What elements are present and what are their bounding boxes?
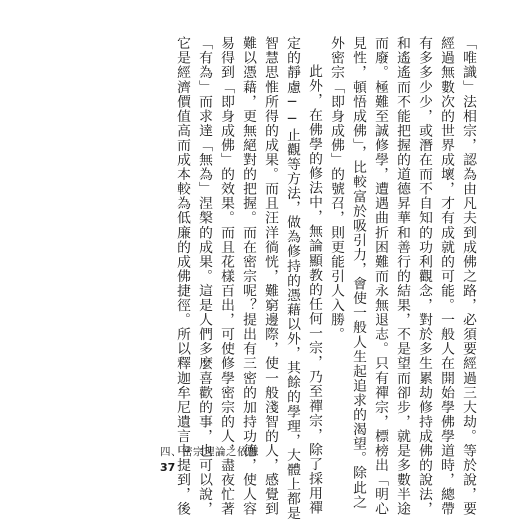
text-column-12: 易得到「即身成佛」的效果。而且花樣百出，可使修學密宗的人，盡夜忙著 — [218, 36, 234, 517]
text-column-5: 而廢。極難至誠修學，遭遇曲折困難而永無退志。只有禪宗，標榜出「明心 — [372, 36, 388, 517]
text-column-9: 定的靜慮──止觀等方法，做為修持的憑藉以外，其餘的學理，大體上都是 — [284, 36, 300, 521]
footer-chapter-title: 四、密宗理論之依據 — [160, 446, 259, 458]
text-column-14: 它是經濟價值高而成本較為低廉的成佛捷徑。所以釋迦牟尼遺言中提到，後 — [174, 36, 190, 517]
text-column-8: 此外，在佛學的修法中，無論顯教的任何一宗，乃至禪宗，除了採用禪 — [306, 64, 322, 516]
text-column-7: 外密宗「即身成佛」的號召，則更能引人入勝。 — [328, 36, 344, 342]
text-column-6: 見性，頓悟成佛」，比較富於吸引力，會使一般人生起追求的渴望。除此之 — [350, 36, 366, 510]
page-number: 37 — [160, 461, 176, 474]
text-column-3: 有多多少少，或潛在而不自知的功利觀念，對於多生累劫修持成佛的說法， — [416, 36, 432, 517]
text-column-11: 難以憑藉，更無絕對的把握。而在密宗呢？提出有三密的加持功德，使人容 — [240, 36, 256, 517]
text-column-1: 「唯識」法相宗，認為由凡夫到成佛之路，必須要經過三大劫。等於說，要 — [460, 36, 476, 517]
text-column-2: 經過無數次的世界成壞，才有成就的可能。一般人在開始學佛學道時，總帶 — [438, 36, 454, 517]
text-column-4: 和遙遙而不能把握的道德昇華和善行的結果，不是望而卻步，就是多數半途 — [394, 36, 410, 517]
text-column-13: 「有為」而求達「無為」涅槃的成果。這是人們多麼喜歡的事，也可以說， — [196, 36, 212, 517]
text-column-10: 智慧思惟所得的成果。而且汪洋徜恍，難窮邊際，使一般淺智的人，感覺到 — [262, 36, 278, 517]
